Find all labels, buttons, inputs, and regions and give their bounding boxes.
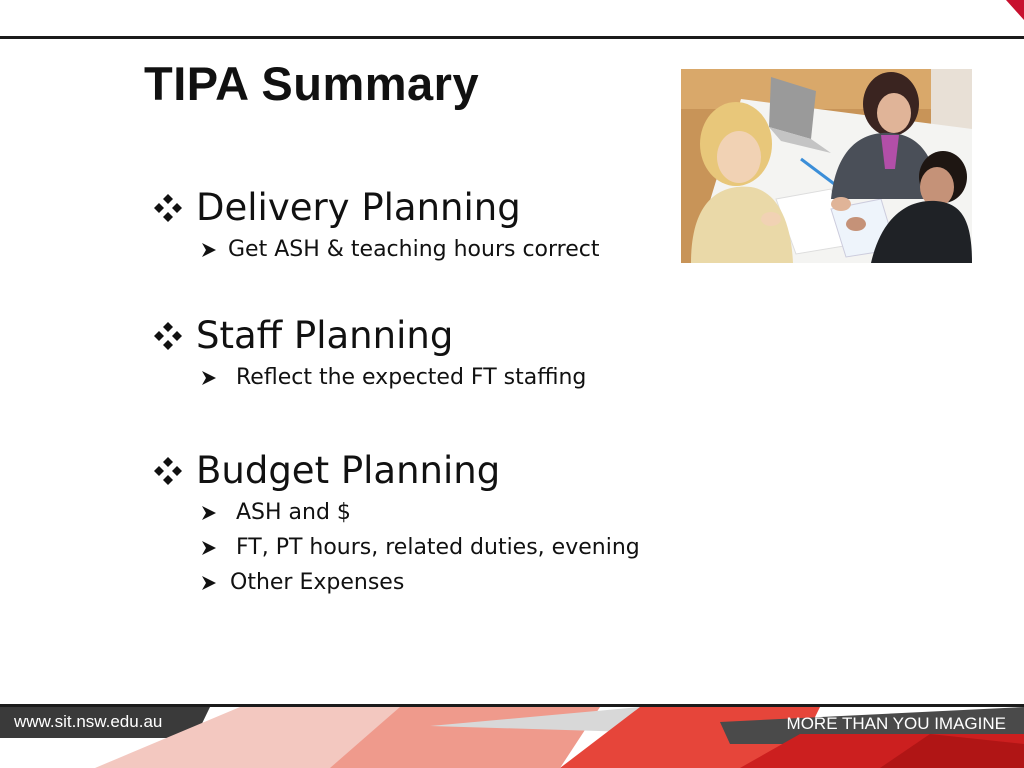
- meeting-photo: [681, 69, 972, 263]
- section-budget-planning: [150, 449, 640, 595]
- sub-bullet: [200, 500, 640, 525]
- section-heading-text: Budget Planning: [196, 449, 501, 492]
- sub-bullet-text: Reflect the expected FT staffing: [236, 365, 587, 390]
- website-link[interactable]: www.sit.nsw.edu.au: [14, 712, 163, 731]
- arrow-bullet-icon: [200, 504, 218, 522]
- corner-accent: [1006, 0, 1024, 20]
- sub-bullet: [200, 237, 599, 262]
- section-heading: [150, 314, 586, 357]
- arrow-bullet-icon: [200, 241, 218, 259]
- arrow-bullet-icon: [200, 574, 218, 592]
- sub-bullet-text: Other Expenses: [230, 570, 405, 595]
- sub-bullet: [200, 365, 586, 390]
- section-delivery-planning: [150, 186, 599, 262]
- sub-bullet: [200, 535, 640, 560]
- section-heading-text: Delivery Planning: [196, 186, 521, 229]
- sub-bullet-text: FT, PT hours, related duties, evening: [236, 535, 640, 560]
- diamond-four-icon: [150, 318, 186, 354]
- section-heading-text: Staff Planning: [196, 314, 454, 357]
- top-rule: [0, 36, 1024, 39]
- sub-bullet-text: Get ASH & teaching hours correct: [228, 237, 600, 262]
- sub-bullet-text: ASH and $: [236, 500, 351, 525]
- footer-band: [0, 704, 1024, 768]
- arrow-bullet-icon: [200, 369, 218, 387]
- section-heading: [150, 186, 599, 229]
- diamond-four-icon: [150, 453, 186, 489]
- slide-title: TIPA Summary: [144, 57, 480, 110]
- section-heading: [150, 449, 640, 492]
- section-staff-planning: [150, 314, 586, 390]
- arrow-bullet-icon: [200, 539, 218, 557]
- sub-bullet: [200, 570, 640, 595]
- diamond-four-icon: [150, 190, 186, 226]
- footer-tagline: MORE THAN YOU IMAGINE: [786, 714, 1006, 733]
